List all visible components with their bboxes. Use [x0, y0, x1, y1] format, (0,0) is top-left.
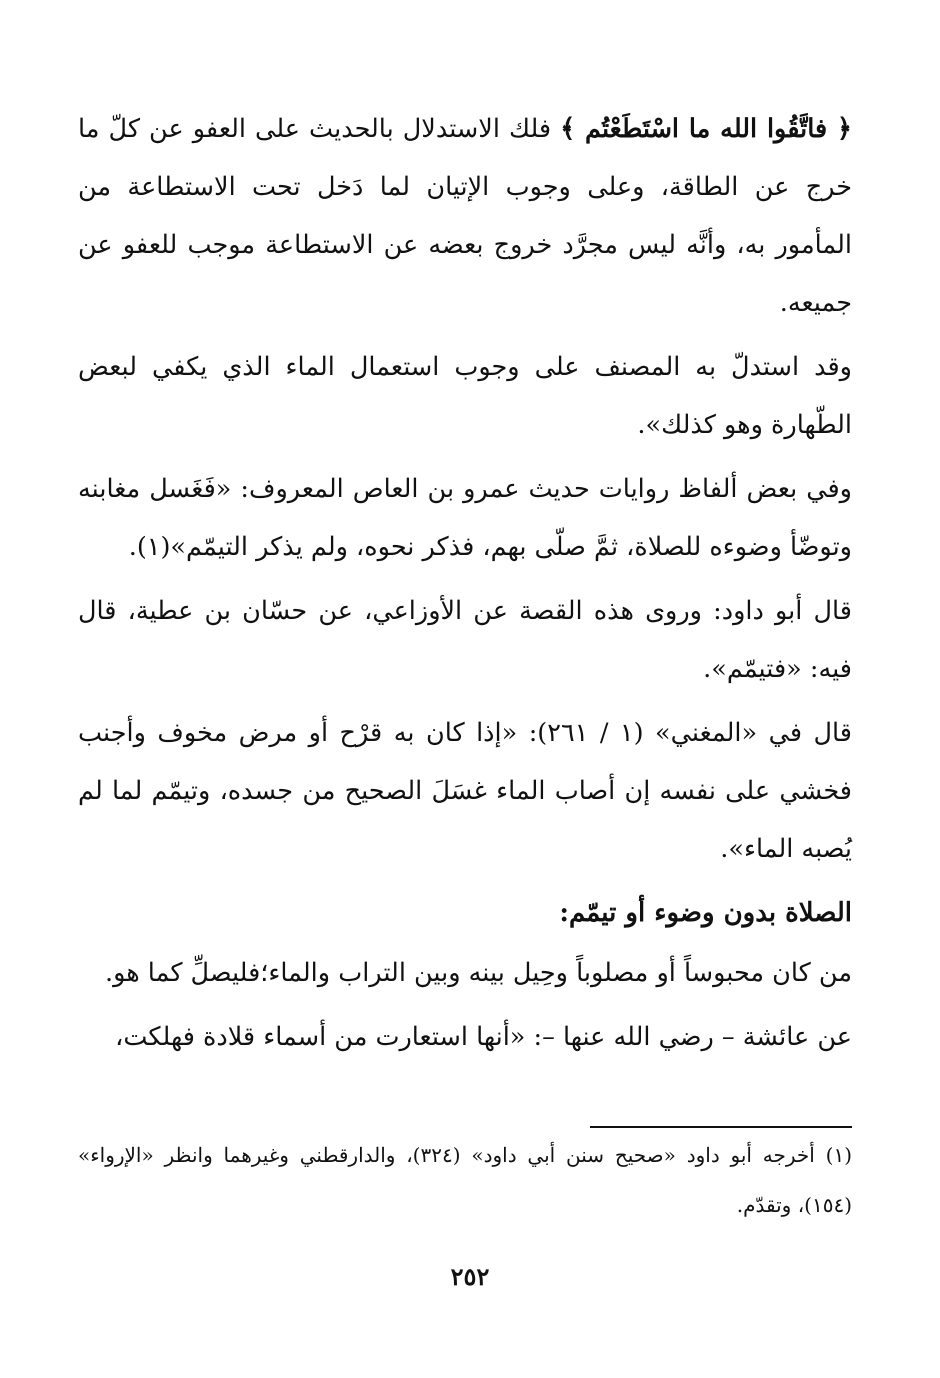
- footnote-separator: [590, 1126, 852, 1128]
- paragraph-mughni: قال في «المغني» (١ / ٢٦١): «إذا كان به قرْح أو مرض مخوف وأجنب فخشي على نفسه إن أصاب الماء غسَلَ الصحيح من جسده، وتيمّم لما لم يُصبه الماء».: [78, 718, 852, 864]
- paragraph-istidlal: وقد استدلّ به المصنف على وجوب استعمال الماء الذي يكفي لبعض الطّهارة وهو كذلك».: [78, 352, 852, 440]
- footnote-1: (١) أخرجه أبو داود «صحيح سنن أبي داود» (٣٢٤)، والدارقطني وغيرهما وانظر «الإرواء» (١٥٤)، وتقدّم.: [78, 1143, 852, 1217]
- page-number: ٢٥٢: [450, 1262, 490, 1291]
- section-heading: الصلاة بدون وضوء أو تيمّم:: [559, 898, 852, 928]
- footnotes: [78, 1130, 852, 1230]
- quran-quote: ﴿ فاتَّقُوا الله ما اسْتَطَعْتُم ﴾: [560, 114, 852, 144]
- paragraph-text: فلك الاستدلال بالحديث على العفو عن كلّ ما خرج عن الطاقة، وعلى وجوب الإتيان لما دَخل تحت الاستطاعة من المأمور به، وأنَّه ليس مجرَّد خروج بعضه عن الاستطاعة موجب للعفو عن جميعه.: [78, 114, 852, 318]
- paragraph-quran-verse: [78, 100, 852, 332]
- paragraph-amr-hadith: وفي بعض ألفاظ روايات حديث عمرو بن العاص المعروف: «فَغَسل مغابنه وتوضّأ وضوءه للصلاة، ثمَّ صلّى بهم، فذكر نحوه، ولم يذكر التيمّم»(١).: [78, 474, 852, 562]
- page-body: [78, 100, 852, 1072]
- paragraph-aisha: عن عائشة – رضي الله عنها –: «أنها استعارت من أسماء قلادة فهلكت،: [115, 1022, 852, 1052]
- paragraph-abu-dawud: قال أبو داود: وروى هذه القصة عن الأوزاعي، عن حسّان بن عطية، قال فيه: «فتيمّم».: [78, 596, 852, 684]
- paragraph-imprisoned: من كان محبوساً أو مصلوباً وحِيل بينه وبين التراب والماء؛فليصلِّ كما هو.: [104, 958, 852, 988]
